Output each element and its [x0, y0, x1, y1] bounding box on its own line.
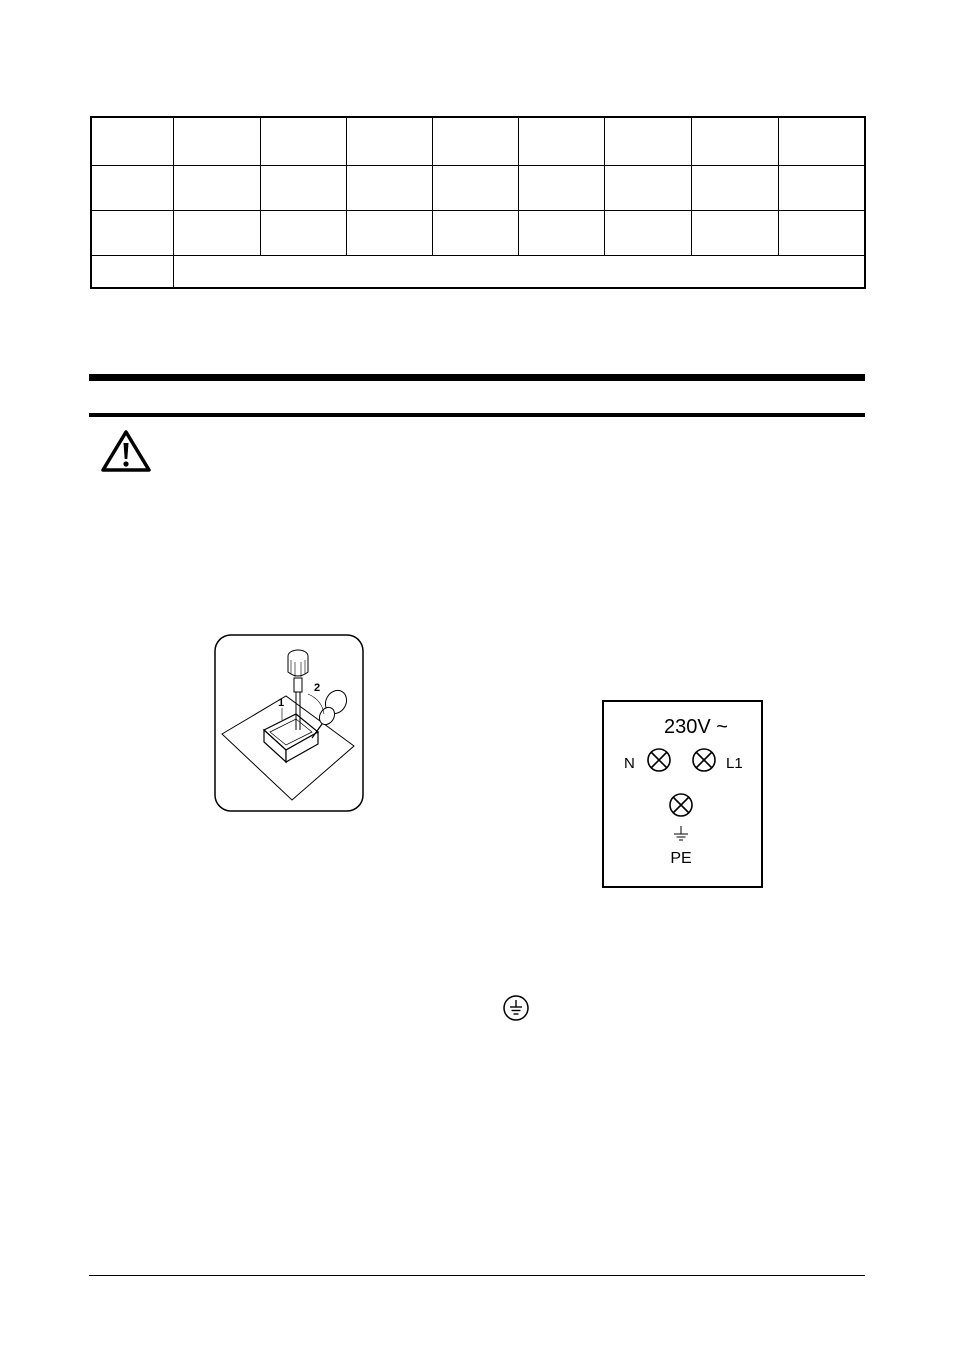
neutral-label: N: [624, 755, 635, 772]
table-cell: [173, 211, 260, 256]
table-cell: [346, 117, 432, 166]
table-cell: [432, 166, 518, 211]
warning-triangle-icon: [101, 430, 151, 472]
table-row: [91, 166, 865, 211]
socket-wiring-diagram: [602, 700, 763, 888]
table-cell: [518, 166, 604, 211]
table-row: [91, 117, 865, 166]
table-cell: [91, 256, 173, 289]
table-cell: [346, 211, 432, 256]
table-cell: [691, 166, 778, 211]
table-row: [91, 256, 865, 289]
table-cell: [778, 117, 865, 166]
live-label: L1: [726, 755, 743, 772]
table-cell: [346, 166, 432, 211]
table-cell: [604, 166, 691, 211]
table-cell: [432, 211, 518, 256]
table-cell: [778, 166, 865, 211]
table-cell: [260, 166, 346, 211]
table-cell: [604, 211, 691, 256]
table-cell: [518, 117, 604, 166]
table-cell: [91, 166, 173, 211]
step-1-label: 1: [278, 697, 285, 709]
spec-table: [90, 116, 866, 289]
table-row: [91, 211, 865, 256]
section-rule-thick: [89, 374, 865, 381]
table-cell: [432, 117, 518, 166]
table-cell: [173, 166, 260, 211]
table-cell: [518, 211, 604, 256]
table-cell: [173, 117, 260, 166]
table-cell: [260, 117, 346, 166]
voltage-label: 230V ~: [664, 716, 728, 738]
table-cell: [260, 211, 346, 256]
footer-rule: [89, 1275, 865, 1276]
table-cell: [691, 211, 778, 256]
table-cell: [691, 117, 778, 166]
section-rule: [89, 413, 865, 417]
step-2-label: 2: [314, 682, 321, 694]
protective-earth-icon: [502, 994, 530, 1022]
table-cell: [604, 117, 691, 166]
table-cell: [91, 211, 173, 256]
table-cell: [91, 117, 173, 166]
table-cell: [778, 211, 865, 256]
installation-illustration: [214, 634, 364, 812]
table-cell-merged: [173, 256, 865, 289]
earth-label: PE: [670, 850, 692, 867]
